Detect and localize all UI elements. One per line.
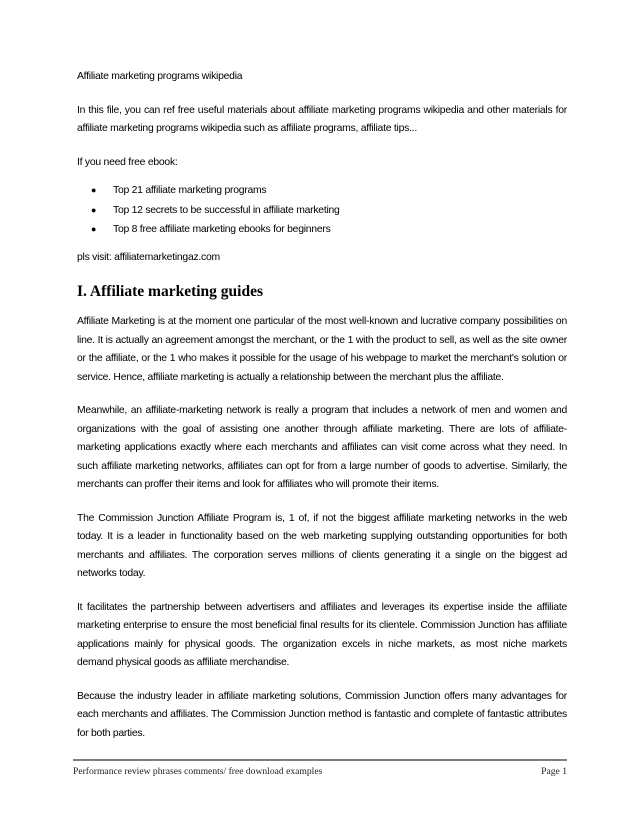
visit-line: pls visit: affiliatemarketingaz.com (77, 251, 220, 263)
document-title-line: Affiliate marketing programs wikipedia (77, 71, 243, 82)
list-item-text: Top 21 affiliate marketing programs (113, 185, 267, 196)
footer-text: Performance review phrases comments/ free download examples (73, 766, 323, 777)
bullet-icon: ● (91, 185, 97, 195)
body-paragraph: Affiliate Marketing is at the moment one particular of the most well-known and lucrative company possibilities on line. It is actually an agreement amongst the merchant, or the 1 with the product to sell, as well as the site owner or the affiliate, or the 1 who makes it possible for the usage of his webpage to market the merchant's solution or service. Hence, affiliate marketing is actually a relationship between the merchant plus the affiliate. (77, 316, 567, 383)
page-footer (73, 759, 567, 777)
bullet-icon: ● (91, 224, 97, 234)
list-item (91, 181, 567, 201)
intro-paragraph: In this file, you can ref free useful materials about affiliate marketing programs wikipedia and other materials for affiliate marketing programs wikipedia such as affiliate programs, affiliate tips... (77, 104, 567, 134)
body-paragraph: Meanwhile, an affiliate-marketing network is really a program that includes a network of men and women and organizations with the goal of assisting one another through affiliate marketing. There are lots of affiliate-marketing applications exactly where each merchants and affiliates can visit come across what they need. In such affiliate marketing networks, affiliates can opt for from a large number of goods to advertise. Similarly, the merchants can proffer their items and look for affiliates who will promote their items. (77, 405, 567, 490)
list-item-text: Top 8 free affiliate marketing ebooks for beginners (113, 224, 331, 235)
list-item (91, 220, 567, 240)
ebook-list (77, 181, 567, 240)
document-body (77, 68, 567, 743)
ebook-prompt: If you need free ebook: (77, 156, 178, 168)
list-item-text: Top 12 secrets to be successful in affiliate marketing (113, 204, 340, 216)
page-number: Page 1 (541, 766, 567, 777)
list-item (91, 201, 567, 221)
body-paragraph: The Commission Junction Affiliate Program is, 1 of, if not the biggest affiliate marketing networks in the web today. It is a leader in functionality based on the web marketing supplying outstanding opportunities for both merchants and affiliates. The corporation serves millions of clients generating it a single on the biggest ad networks today. (77, 512, 567, 579)
body-paragraph: It facilitates the partnership between advertisers and affiliates and leverages its expertise inside the affiliate marketing enterprise to ensure the most beneficial final results for its clientele. Commission Junction has affiliate applications mainly for physical goods. The organization excels in niche markets, as most niche markets demand physical goods as affiliate merchandise. (77, 601, 567, 668)
section-heading: I. Affiliate marketing guides (77, 283, 263, 300)
body-paragraph: Because the industry leader in affiliate marketing solutions, Commission Junction offers many advantages for each merchants and affiliates. The Commission Junction method is fantastic and complete of fantastic attributes for both parties. (77, 690, 567, 739)
bullet-icon: ● (91, 204, 97, 215)
